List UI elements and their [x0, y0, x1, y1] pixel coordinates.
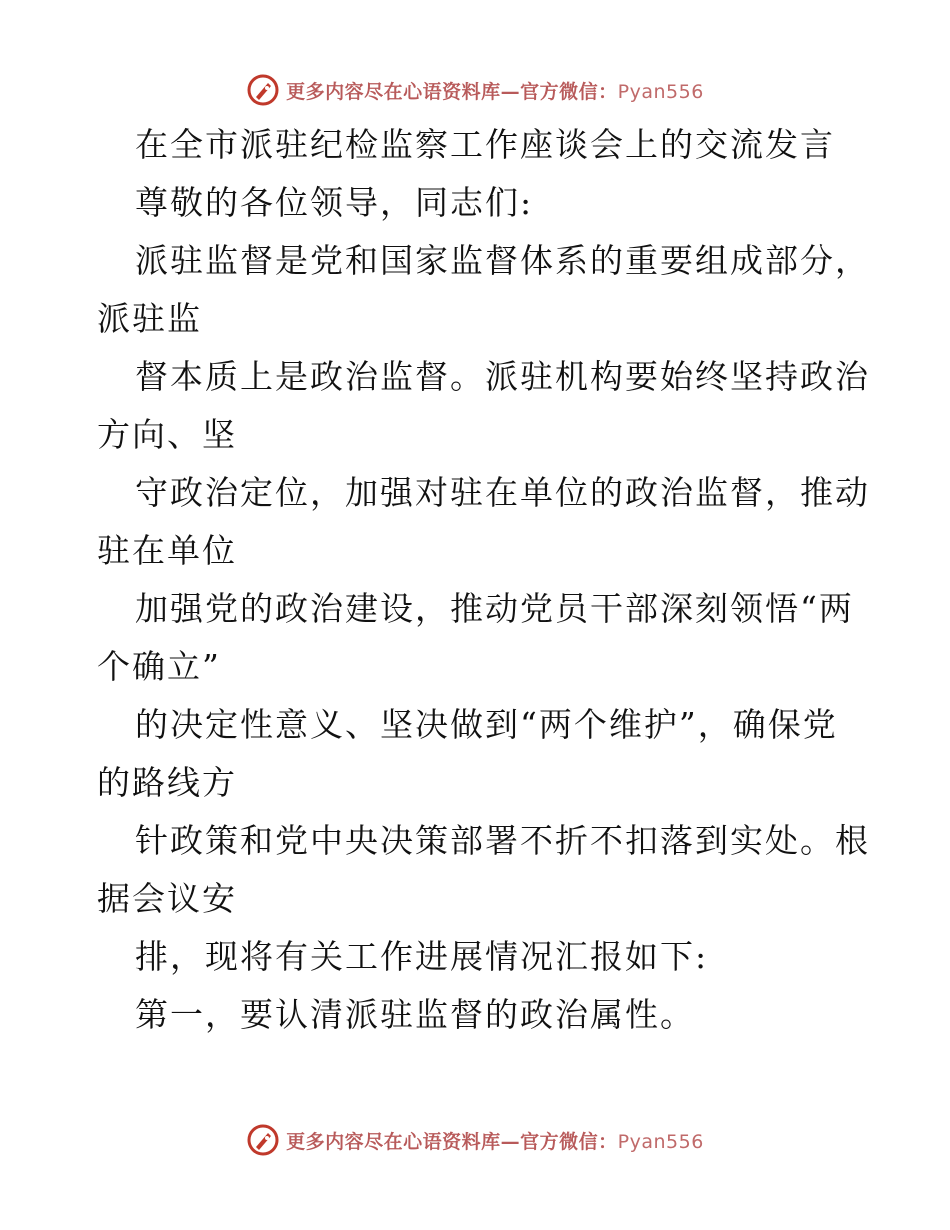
pen-nib-logo-icon	[246, 73, 280, 107]
document-body	[97, 116, 870, 1044]
paragraph-line: 方向、坚	[97, 415, 237, 454]
watermark-text: 更多内容尽在心语资料库—官方微信：Pyan556	[286, 1130, 704, 1153]
paragraph-line: 第一，要认清派驻监督的政治属性。	[135, 995, 695, 1034]
paragraph-line: 驻在单位	[97, 531, 237, 570]
paragraph-line: 个确立”	[97, 647, 221, 686]
paragraph-line: 加强党的政治建设，推动党员干部深刻领悟“两	[135, 589, 854, 628]
paragraph-line: 守政治定位，加强对驻在单位的政治监督，推动	[135, 473, 870, 512]
document-title: 在全市派驻纪检监察工作座谈会上的交流发言	[135, 125, 835, 164]
paragraph-line: 督本质上是政治监督。派驻机构要始终坚持政治	[135, 357, 870, 396]
pen-nib-logo-icon	[246, 1123, 280, 1157]
paragraph-line: 的路线方	[97, 763, 237, 802]
header-watermark	[0, 72, 950, 108]
paragraph-line: 针政策和党中央决策部署不折不扣落到实处。根	[135, 821, 870, 860]
salutation: 尊敬的各位领导，同志们:	[135, 183, 534, 222]
paragraph-line: 派驻监	[97, 299, 202, 338]
paragraph-line: 派驻监督是党和国家监督体系的重要组成部分，	[135, 241, 870, 280]
paragraph-line: 据会议安	[97, 879, 237, 918]
footer-watermark	[0, 1122, 950, 1158]
paragraph-line: 排，现将有关工作进展情况汇报如下:	[135, 937, 709, 976]
watermark-text: 更多内容尽在心语资料库—官方微信：Pyan556	[286, 80, 704, 103]
paragraph-line: 的决定性意义、坚决做到“两个维护”，确保党	[135, 705, 838, 744]
body-text	[97, 232, 870, 1044]
